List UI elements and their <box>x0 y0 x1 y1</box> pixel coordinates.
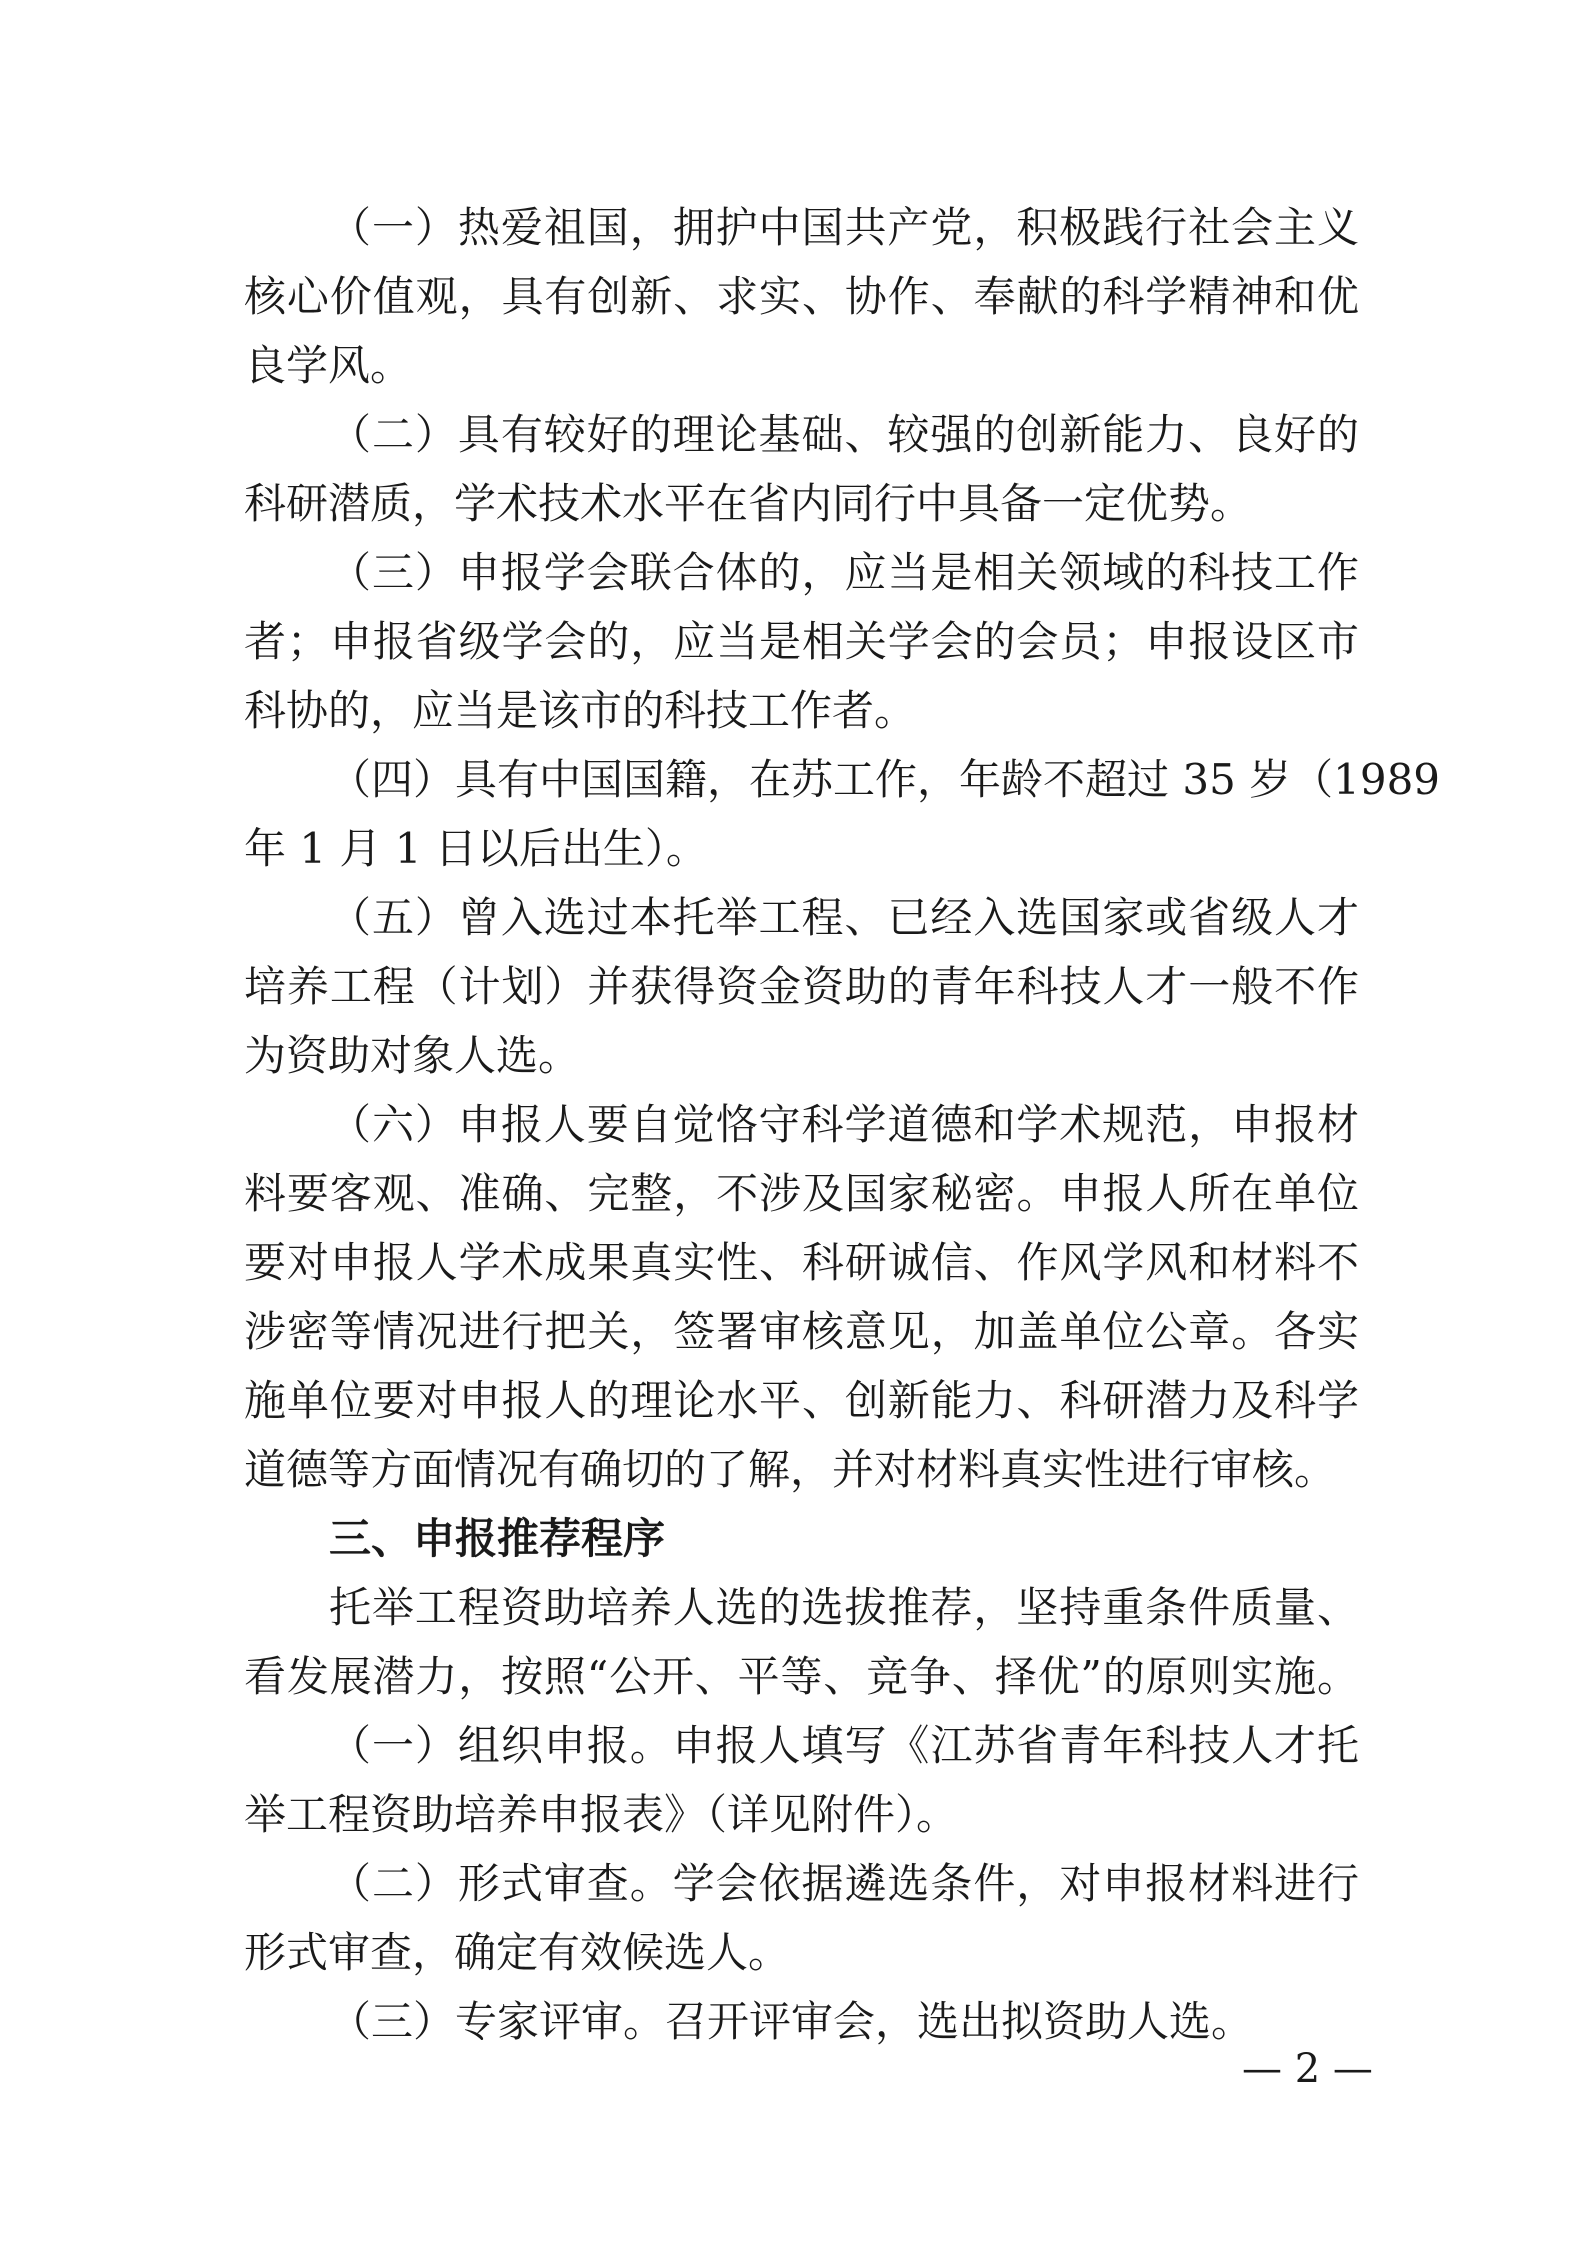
text-line: （一）组织申报。申报人填写《江苏省青年科技人才托 <box>329 1721 1359 1770</box>
text-line: 托举工程资助培养人选的选拔推荐，坚持重条件质量、 <box>329 1583 1359 1632</box>
text-line: 看发展潜力，按照“公开、平等、竞争、择优”的原则实施。 <box>244 1652 1359 1701</box>
section-heading: 三、申报推荐程序 <box>329 1514 666 1563</box>
text-line: 科研潜质，学术技术水平在省内同行中具备一定优势。 <box>244 479 1253 528</box>
text-line: 要对申报人学术成果真实性、科研诚信、作风学风和材料不 <box>244 1238 1359 1287</box>
text-line: （一）热爱祖国，拥护中国共产党，积极践行社会主义 <box>329 203 1359 252</box>
text-line: 者；申报省级学会的，应当是相关学会的会员；申报设区市 <box>244 617 1359 666</box>
text-line: 涉密等情况进行把关，签署审核意见，加盖单位公章。各实 <box>244 1307 1359 1356</box>
text-line: 料要客观、准确、完整，不涉及国家秘密。申报人所在单位 <box>244 1169 1359 1218</box>
text-line: 核心价值观，具有创新、求实、协作、奉献的科学精神和优 <box>244 272 1359 321</box>
text-line: （四）具有中国国籍，在苏工作，年龄不超过 35 岁（1989 <box>329 755 1441 804</box>
text-line: 形式审查，确定有效候选人。 <box>244 1928 791 1977</box>
text-line: 良学风。 <box>244 341 413 390</box>
text-line: 施单位要对申报人的理论水平、创新能力、科研潜力及科学 <box>244 1376 1359 1425</box>
text-line: （二）形式审查。学会依据遴选条件，对申报材料进行 <box>329 1859 1359 1908</box>
text-line: 科协的，应当是该市的科技工作者。 <box>244 686 917 735</box>
text-line: 培养工程（计划）并获得资金资助的青年科技人才一般不作 <box>244 962 1359 1011</box>
text-line: （六）申报人要自觉恪守科学道德和学术规范，申报材 <box>329 1100 1359 1149</box>
text-line: 道德等方面情况有确切的了解，并对材料真实性进行审核。 <box>244 1445 1337 1494</box>
text-line: 年 1 月 1 日以后出生）。 <box>244 824 708 873</box>
page-number: — 2 — <box>1242 2046 1373 2092</box>
text-line: （五）曾入选过本托举工程、已经入选国家或省级人才 <box>329 893 1359 942</box>
text-line: 举工程资助培养申报表》（详见附件）。 <box>244 1790 959 1839</box>
text-line: （三）申报学会联合体的，应当是相关领域的科技工作 <box>329 548 1359 597</box>
text-line: （二）具有较好的理论基础、较强的创新能力、良好的 <box>329 410 1359 459</box>
text-line: （三）专家评审。召开评审会，选出拟资助人选。 <box>329 1997 1254 2046</box>
text-line: 为资助对象人选。 <box>244 1031 581 1080</box>
